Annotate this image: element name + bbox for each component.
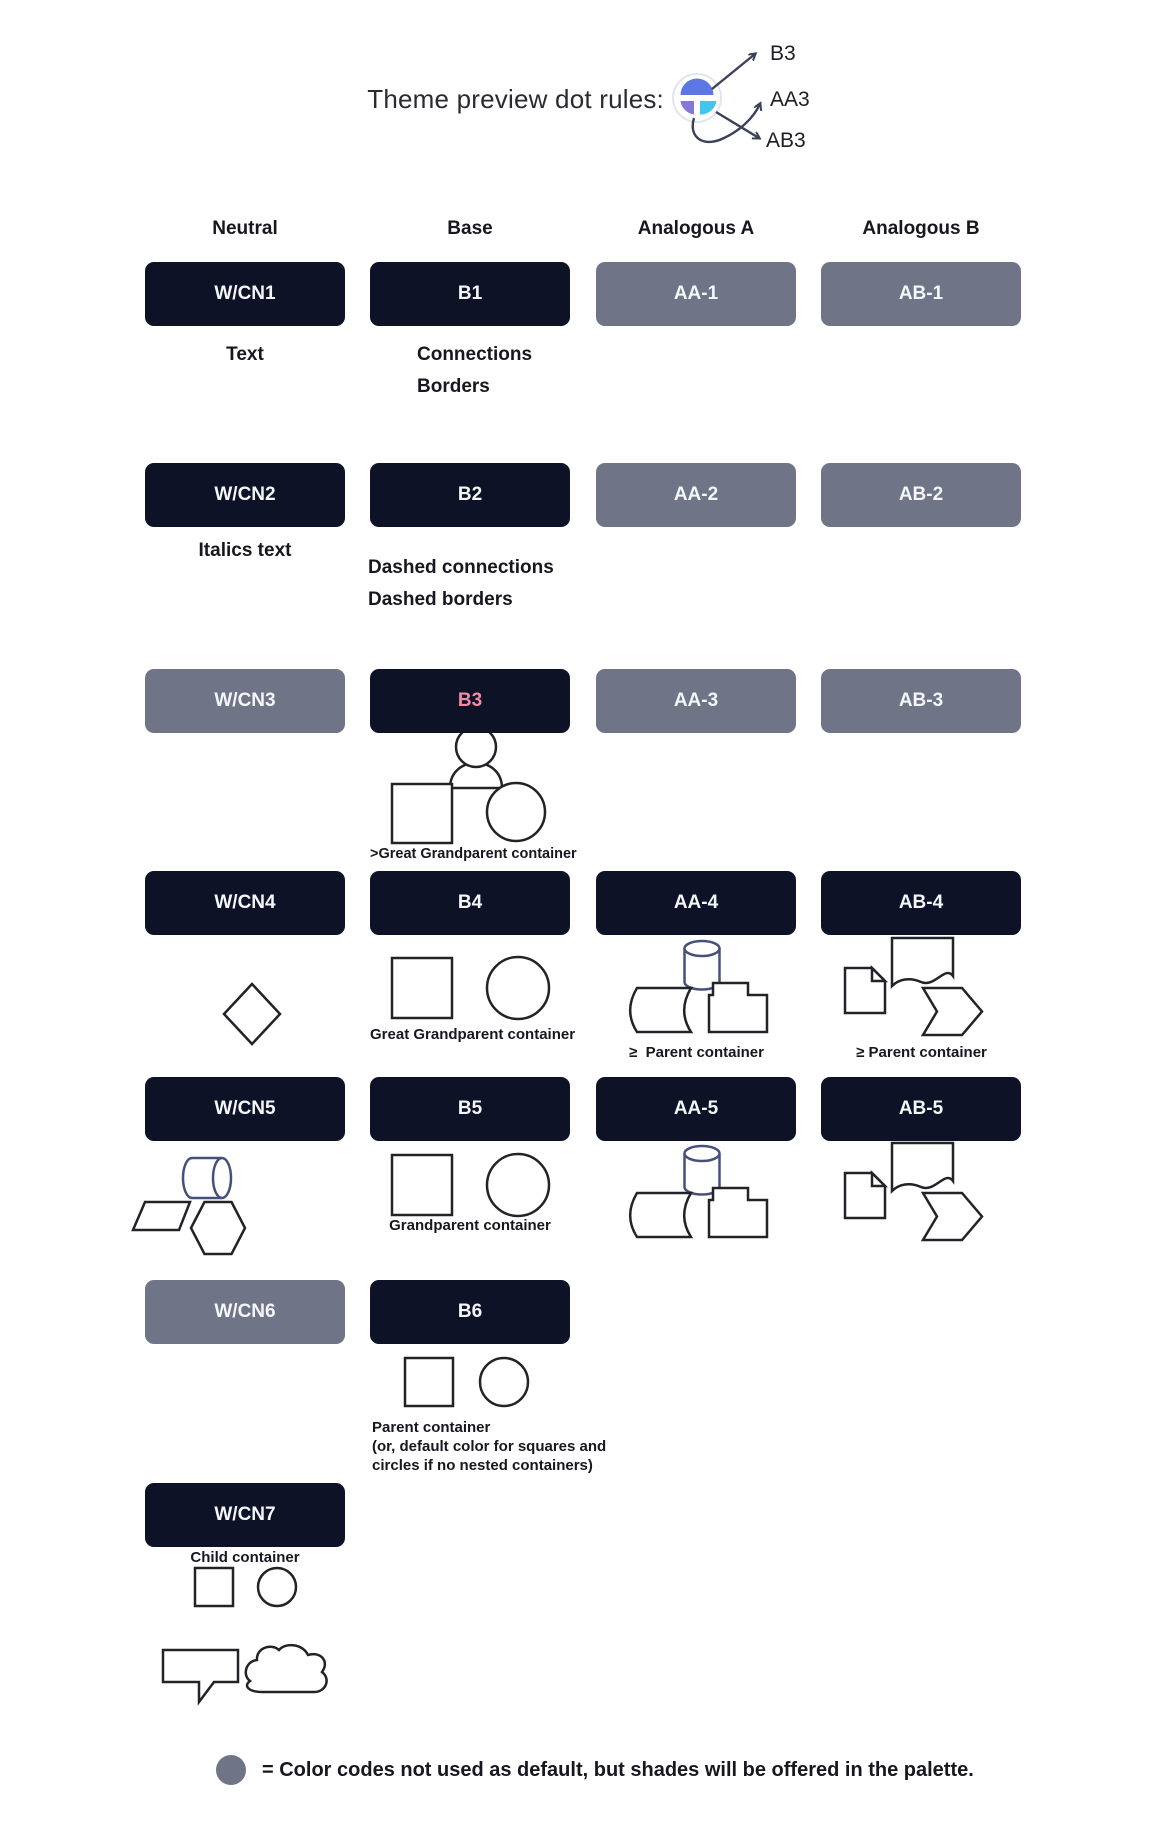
b4-square-circle-icon bbox=[385, 953, 557, 1025]
caption-b2-dashed-connections: Dashed connections bbox=[368, 557, 554, 578]
cylinder-top-shape bbox=[685, 1146, 720, 1161]
caption-b6-parent-line3: circles if no nested containers) bbox=[372, 1457, 593, 1474]
swatch-b2: B2 bbox=[370, 463, 570, 527]
caption-b1-borders: Borders bbox=[417, 376, 490, 397]
swatch-wcn6: W/CN6 bbox=[145, 1280, 345, 1344]
circle-shape bbox=[480, 1358, 528, 1406]
square-shape bbox=[392, 784, 452, 843]
dot-rule-label-ab3: AB3 bbox=[766, 129, 806, 152]
swatch-wcn7: W/CN7 bbox=[145, 1483, 345, 1547]
ab5-shape-group-icon bbox=[838, 1139, 988, 1243]
theme-preview-dot-icon bbox=[655, 25, 825, 165]
swatch-aa3: AA-3 bbox=[596, 669, 796, 733]
chevron-shape bbox=[923, 1193, 982, 1240]
aa5-shape-group-icon bbox=[625, 1141, 775, 1243]
diamond-shape bbox=[224, 984, 280, 1044]
cylinder-end-shape bbox=[213, 1158, 231, 1198]
swatch-aa1: AA-1 bbox=[596, 262, 796, 326]
swatch-wcn2: W/CN2 bbox=[145, 463, 345, 527]
curved-rect-shape bbox=[630, 1193, 691, 1237]
wcn7-square-circle-icon bbox=[185, 1560, 315, 1612]
swatch-ab5: AB-5 bbox=[821, 1077, 1021, 1141]
swatch-aa2: AA-2 bbox=[596, 463, 796, 527]
page-title: Theme preview dot rules: bbox=[367, 84, 664, 114]
arrow-to-b3 bbox=[712, 54, 755, 89]
folder-shape bbox=[709, 1188, 767, 1237]
swatch-ab4: AB-4 bbox=[821, 871, 1021, 935]
b5-square-circle-icon bbox=[385, 1150, 557, 1222]
square-shape bbox=[392, 1155, 452, 1215]
swatch-ab2: AB-2 bbox=[821, 463, 1021, 527]
swatch-b4: B4 bbox=[370, 871, 570, 935]
caption-b4-great-grandparent: Great Grandparent container bbox=[370, 1026, 576, 1043]
person-head-shape bbox=[456, 727, 496, 767]
swatch-b5: B5 bbox=[370, 1077, 570, 1141]
square-shape bbox=[392, 958, 452, 1018]
caption-b3-great-grandparent: >Great Grandparent container bbox=[370, 846, 577, 862]
swatch-wcn1: W/CN1 bbox=[145, 262, 345, 326]
caption-aa4-parent: ≥ Parent container bbox=[629, 1044, 764, 1061]
column-header-neutral: Neutral bbox=[212, 218, 278, 239]
column-header-analogous-b: Analogous B bbox=[862, 218, 980, 239]
dot-rule-label-b3: B3 bbox=[770, 42, 796, 65]
caption-ab4-parent: ≥ Parent container bbox=[856, 1044, 987, 1061]
caption-b6-parent-line1: Parent container bbox=[372, 1419, 491, 1436]
swatch-wcn4: W/CN4 bbox=[145, 871, 345, 935]
caption-b6-parent-line2: (or, default color for squares and bbox=[372, 1438, 607, 1455]
square-shape bbox=[195, 1568, 233, 1606]
legend-text: = Color codes not used as default, but shades will be offered in the palette. bbox=[262, 1759, 974, 1781]
caption-b5-grandparent: Grandparent container bbox=[389, 1217, 551, 1234]
column-header-base: Base bbox=[447, 218, 493, 239]
swatch-wcn5: W/CN5 bbox=[145, 1077, 345, 1141]
column-header-analogous-a: Analogous A bbox=[637, 218, 755, 239]
folded-corner-shape bbox=[872, 968, 885, 981]
aa4-shape-group-icon bbox=[625, 936, 775, 1038]
dot-rule-label-aa3: AA3 bbox=[770, 88, 810, 111]
caption-wcn2-italics: Italics text bbox=[198, 540, 292, 561]
caption-b1-connections: Connections bbox=[417, 344, 533, 365]
cylinder-top-shape bbox=[685, 941, 720, 956]
speech-bubble-shape bbox=[163, 1650, 238, 1702]
circle-shape bbox=[258, 1568, 296, 1606]
swatch-b3: B3 bbox=[370, 669, 570, 733]
swatch-ab3: AB-3 bbox=[821, 669, 1021, 733]
legend-color-dot bbox=[216, 1755, 246, 1785]
wavy-document-shape bbox=[892, 938, 953, 986]
folder-shape bbox=[709, 983, 767, 1032]
wcn4-diamond-icon bbox=[222, 982, 282, 1046]
curved-rect-shape bbox=[630, 988, 691, 1032]
wcn5-shape-group-icon bbox=[125, 1148, 255, 1258]
cloud-shape bbox=[246, 1645, 327, 1692]
hexagon-shape bbox=[191, 1202, 245, 1254]
ab4-shape-group-icon bbox=[838, 934, 988, 1038]
swatch-b1: B1 bbox=[370, 262, 570, 326]
circle-shape bbox=[487, 1154, 549, 1216]
caption-wcn7-child: Child container bbox=[190, 1549, 300, 1566]
square-shape bbox=[405, 1358, 453, 1406]
swatch-b6: B6 bbox=[370, 1280, 570, 1344]
b3-person-square-circle-icon bbox=[380, 727, 560, 849]
swatch-aa5: AA-5 bbox=[596, 1077, 796, 1141]
swatch-ab1: AB-1 bbox=[821, 262, 1021, 326]
circle-shape bbox=[487, 957, 549, 1019]
parallelogram-shape bbox=[133, 1202, 190, 1230]
circle-shape bbox=[487, 783, 545, 841]
caption-wcn1-text: Text bbox=[226, 344, 264, 365]
swatch-wcn3: W/CN3 bbox=[145, 669, 345, 733]
wavy-document-shape bbox=[892, 1143, 953, 1191]
folded-corner-shape bbox=[872, 1173, 885, 1186]
wcn7-bubble-cloud-icon bbox=[150, 1633, 340, 1711]
swatch-aa4: AA-4 bbox=[596, 871, 796, 935]
caption-b2-dashed-borders: Dashed borders bbox=[368, 589, 513, 610]
chevron-shape bbox=[923, 988, 982, 1035]
b6-square-circle-icon bbox=[395, 1354, 535, 1412]
